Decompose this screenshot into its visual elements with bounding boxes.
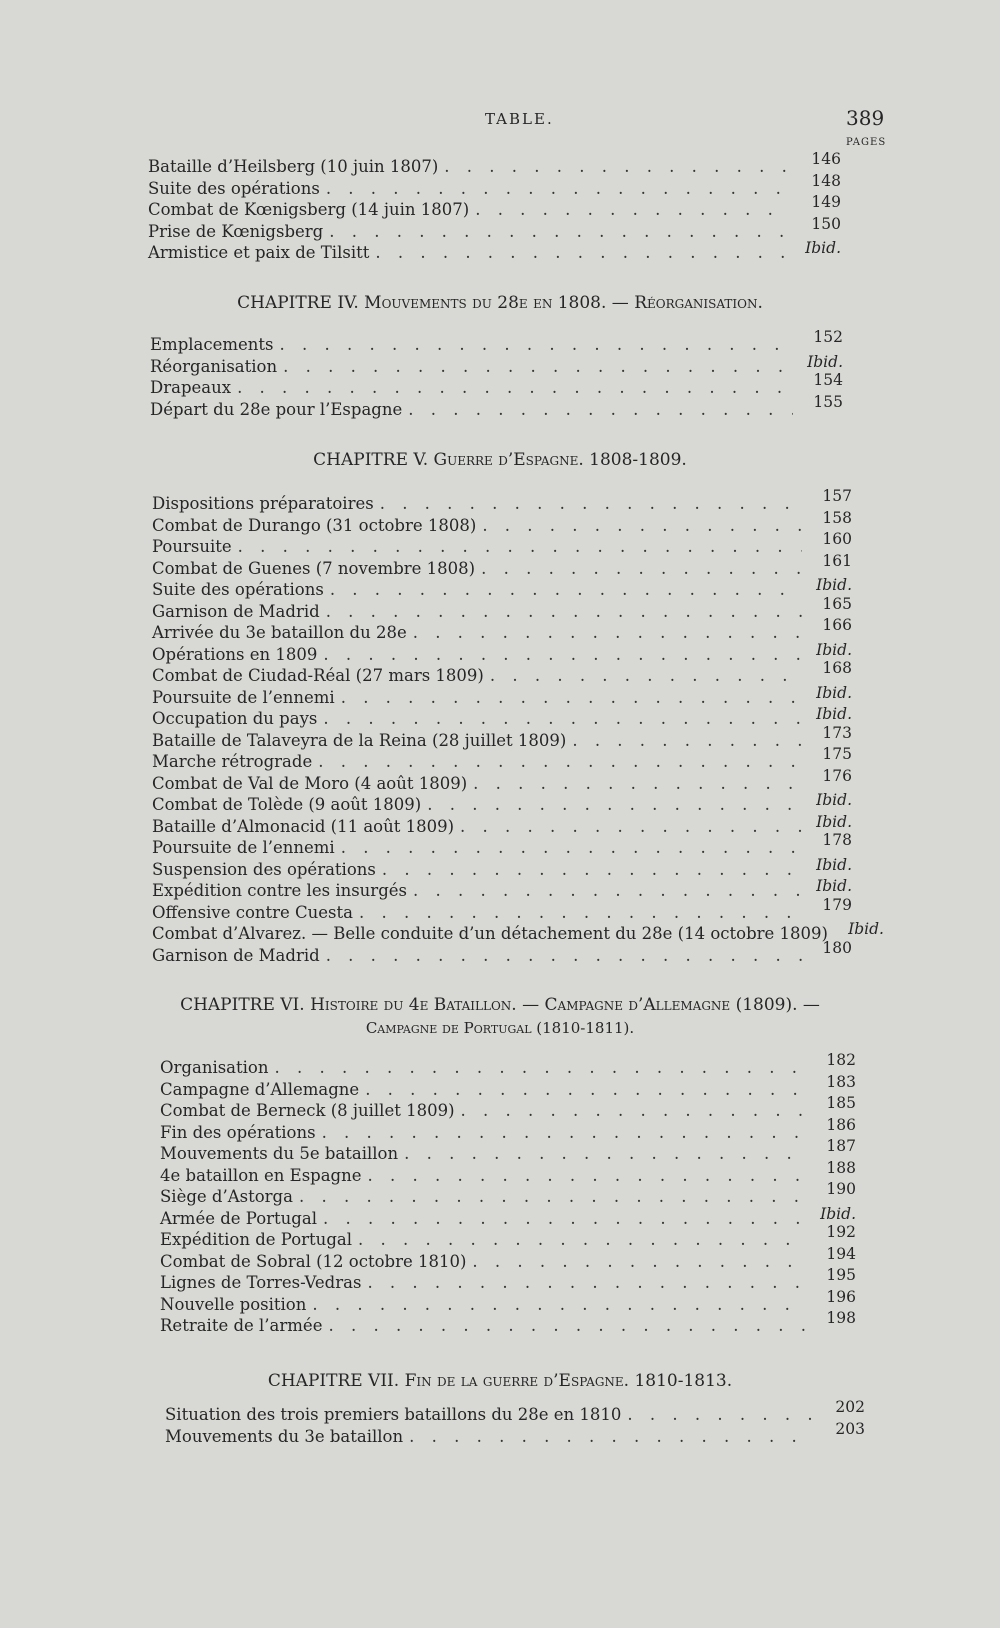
toc-entry [152, 659, 852, 688]
page-number: 389 [846, 106, 885, 130]
leader-dots [275, 1058, 807, 1077]
entry-label: Expédition de Portugal [160, 1230, 352, 1249]
entry-label: Combat de Guenes (7 novembre 1808) [152, 558, 476, 578]
leader-dots [328, 1316, 806, 1335]
chapter-title: Fin de la guerre d’Espagne. 1810-1813. [404, 1371, 733, 1391]
toc-section-1 [148, 150, 841, 265]
chapter-heading-4 [0, 293, 1000, 313]
entry-page: 148 [811, 171, 841, 190]
leader-dots [358, 1230, 806, 1249]
entry-label: Combat de Berneck (8 juillet 1809) [160, 1101, 455, 1120]
entry-page: 150 [811, 214, 841, 233]
toc-entry [160, 1094, 856, 1123]
leader-dots [341, 688, 802, 707]
leader-dots [323, 709, 802, 728]
entry-page: 155 [813, 392, 843, 411]
toc-entry [148, 171, 841, 201]
toc-entry [148, 239, 841, 265]
toc-entry [152, 640, 852, 667]
leader-dots [365, 1080, 806, 1099]
toc-entry [152, 877, 852, 903]
leader-dots [461, 1101, 806, 1120]
entry-page: Ibid. [816, 683, 852, 702]
entry-page: 190 [826, 1180, 856, 1198]
toc-entry [160, 1244, 856, 1274]
entry-page: Ibid. [816, 812, 852, 831]
entry-page: Ibid. [816, 705, 852, 723]
entry-label: Combat de Val de Moro (4 août 1809) [152, 773, 468, 793]
entry-label: Fin des opérations [160, 1122, 316, 1142]
entry-page: 195 [826, 1266, 856, 1284]
leader-dots [238, 537, 802, 556]
leader-dots [413, 623, 802, 642]
running-header [0, 106, 1000, 134]
entry-page: Ibid. [816, 576, 852, 594]
toc-entry [160, 1266, 856, 1295]
toc-entry [165, 1419, 865, 1449]
entry-label: Nouvelle position [160, 1294, 307, 1314]
entry-label: Mouvements du 3e bataillon [165, 1426, 404, 1446]
toc-entry [160, 1115, 856, 1145]
toc-entry [152, 723, 852, 753]
entry-page: 183 [826, 1072, 856, 1091]
entry-label: Campagne d’Allemagne [160, 1079, 360, 1099]
entry-label: Expédition contre les insurgés [152, 881, 407, 900]
toc-entry [150, 352, 843, 379]
entry-label: Lignes de Torres-Vedras [160, 1273, 362, 1292]
leader-dots [460, 817, 802, 836]
entry-page: 202 [835, 1398, 865, 1416]
entry-page: 188 [826, 1158, 856, 1177]
toc-entry [160, 1072, 856, 1102]
entry-label: Organisation [160, 1058, 269, 1077]
entry-label: Suite des opérations [148, 178, 320, 198]
toc-entry [152, 594, 852, 624]
entry-label: Combat d’Alvarez. — Belle conduite d’un détachement du 28e (14 octobre 1809) [152, 924, 828, 943]
entry-page: 175 [822, 745, 852, 763]
entry-label: Offensive contre Cuesta [152, 902, 353, 922]
leader-dots [367, 1273, 806, 1292]
toc-entry [160, 1287, 856, 1317]
entry-page: 203 [835, 1419, 865, 1438]
toc-entry [152, 812, 852, 839]
entry-label: Suite des opérations [152, 580, 324, 599]
chapter-heading-6-line-2 [0, 1019, 1000, 1037]
toc-entry [160, 1309, 856, 1338]
leader-dots [408, 400, 793, 419]
leader-dots [404, 1144, 806, 1163]
entry-page: 186 [826, 1115, 856, 1134]
entry-label: 4e bataillon en Espagne [160, 1165, 362, 1185]
toc-entry [160, 1204, 856, 1231]
toc-entry [152, 487, 852, 516]
entry-page: Ibid. [816, 877, 852, 895]
entry-page: 161 [822, 551, 852, 570]
entry-page: 194 [826, 1244, 856, 1263]
toc-entry [152, 705, 852, 731]
leader-dots [482, 516, 802, 535]
entry-page: 198 [826, 1309, 856, 1327]
chapter-heading-7 [0, 1371, 1000, 1391]
entry-label: Arrivée du 3e bataillon du 28e [152, 623, 407, 642]
leader-dots [326, 946, 802, 965]
entry-page: 157 [822, 487, 852, 505]
entry-label: Bataille d’Heilsberg (10 juin 1807) [148, 157, 439, 176]
toc-entry [152, 616, 852, 645]
entry-page: 158 [822, 508, 852, 527]
entry-page: 179 [822, 895, 852, 914]
entry-page: 178 [822, 831, 852, 849]
leader-dots [326, 602, 802, 621]
leader-dots [375, 243, 791, 262]
entry-page: 192 [826, 1223, 856, 1241]
leader-dots [312, 1295, 806, 1314]
entry-page: Ibid. [816, 855, 852, 874]
leader-dots [323, 645, 802, 664]
entry-label: Drapeaux [150, 378, 232, 397]
leader-dots [341, 838, 802, 857]
chapter-number: CHAPITRE VI. [180, 995, 305, 1015]
entry-label: Prise de Kœnigsberg [148, 221, 324, 241]
entry-page: 187 [826, 1137, 856, 1155]
toc-entry [152, 766, 852, 796]
leader-dots [283, 357, 793, 376]
toc-entry [152, 576, 852, 602]
entry-label: Poursuite de l’ennemi [152, 838, 335, 857]
entry-label: Combat de Sobral (12 octobre 1810) [160, 1251, 467, 1271]
entry-page: 152 [813, 328, 843, 346]
chapter-heading-6 [0, 995, 1000, 1015]
entry-page: 185 [826, 1094, 856, 1112]
leader-dots [323, 1209, 806, 1228]
pages-column-label: PAGES [846, 137, 887, 148]
entry-page: 149 [811, 193, 841, 211]
entry-label: Dispositions préparatoires [152, 494, 374, 513]
entry-page: 168 [822, 659, 852, 677]
leader-dots [359, 903, 802, 922]
leader-dots [490, 666, 802, 685]
entry-label: Siège d’Astorga [160, 1187, 293, 1206]
entry-page: 176 [822, 766, 852, 785]
entry-page: 180 [822, 938, 852, 957]
chapter-number: CHAPITRE VII. [267, 1371, 400, 1391]
entry-page: Ibid. [848, 920, 884, 938]
entry-label: Combat de Durango (31 octobre 1808) [152, 515, 477, 535]
toc-entry [152, 791, 852, 817]
chapter-number: CHAPITRE IV. [237, 293, 359, 313]
toc-entry [160, 1223, 856, 1252]
leader-dots [481, 559, 802, 578]
toc-entry [160, 1180, 856, 1209]
toc-entry [152, 530, 852, 559]
chapter-number: CHAPITRE V. [313, 450, 429, 470]
leader-dots [299, 1187, 806, 1206]
entry-page: 146 [811, 150, 841, 168]
chapter-title: Histoire du 4e Bataillon. — Campagne d’Allemagne (1809). — [310, 995, 820, 1015]
entry-page: 154 [813, 371, 843, 389]
entry-page: 165 [822, 594, 852, 613]
chapter-title-continued: Campagne de Portugal (1810-1811). [365, 1019, 635, 1037]
toc-entry [148, 193, 841, 222]
leader-dots [368, 1166, 806, 1185]
toc-entry [152, 895, 852, 925]
toc-entry [160, 1137, 856, 1166]
toc-entry [152, 938, 852, 968]
toc-entry [148, 214, 841, 244]
leader-dots [413, 881, 802, 900]
toc-entry [160, 1051, 856, 1080]
toc-entry [150, 392, 843, 422]
toc-entry [165, 1398, 865, 1427]
toc-section-2 [150, 328, 843, 421]
entry-label: Armée de Portugal [160, 1208, 317, 1228]
entry-label: Mouvements du 5e bataillon [160, 1144, 399, 1163]
toc-entry [152, 920, 884, 946]
toc-entry [150, 371, 843, 400]
entry-label: Garnison de Madrid [152, 945, 320, 965]
leader-dots [382, 860, 802, 879]
toc-entry [152, 855, 852, 882]
entry-label: Poursuite [152, 537, 232, 556]
toc-entry [152, 508, 852, 538]
chapter-title: Guerre d’Espagne. 1808-1809. [433, 450, 687, 470]
entry-label: Départ du 28e pour l’Espagne [150, 399, 403, 419]
entry-label: Suspension des opérations [152, 859, 376, 879]
running-title: TABLE. [485, 110, 554, 128]
entry-label: Combat de Ciudad-Réal (27 mars 1809) [152, 666, 484, 685]
chapter-title: Mouvements du 28e en 1808. — Réorganisation. [364, 293, 763, 313]
leader-dots [318, 752, 802, 771]
entry-label: Réorganisation [150, 356, 278, 376]
toc-entry [150, 328, 843, 357]
entry-page: 160 [822, 530, 852, 548]
leader-dots [427, 795, 802, 814]
entry-label: Opérations en 1809 [152, 644, 318, 664]
leader-dots [409, 1427, 815, 1446]
entry-page: Ibid. [807, 352, 843, 371]
entry-label: Retraite de l’armée [160, 1316, 323, 1335]
entry-label: Bataille d’Almonacid (11 août 1809) [152, 816, 455, 836]
leader-dots [572, 731, 802, 750]
entry-page: Ibid. [805, 239, 841, 257]
leader-dots [472, 1252, 806, 1271]
entry-label: Armistice et paix de Tilsitt [148, 243, 370, 262]
entry-label: Combat de Tolède (9 août 1809) [152, 795, 422, 814]
entry-page: 196 [826, 1287, 856, 1306]
leader-dots [322, 1123, 806, 1142]
toc-entry [152, 683, 852, 710]
entry-label: Garnison de Madrid [152, 601, 320, 621]
entry-page: Ibid. [820, 1204, 856, 1223]
toc-section-4 [160, 1051, 856, 1338]
toc-entry [152, 745, 852, 774]
entry-page: Ibid. [816, 791, 852, 809]
toc-section-5 [165, 1398, 865, 1448]
leader-dots [329, 222, 791, 241]
leader-dots [444, 157, 791, 176]
entry-label: Bataille de Talaveyra de la Reina (28 juillet 1809) [152, 730, 567, 750]
entry-page: 166 [822, 616, 852, 634]
entry-label: Combat de Kœnigsberg (14 juin 1807) [148, 200, 470, 219]
leader-dots [627, 1405, 815, 1424]
leader-dots [330, 580, 802, 599]
entry-label: Situation des trois premiers bataillons du 28e en 1810 [165, 1405, 622, 1424]
leader-dots [280, 335, 793, 354]
leader-dots [475, 200, 791, 219]
entry-label: Poursuite de l’ennemi [152, 687, 335, 707]
toc-entry [148, 150, 841, 179]
toc-section-3 [152, 487, 884, 967]
leader-dots [326, 179, 791, 198]
chapter-heading-5 [0, 450, 1000, 470]
entry-label: Marche rétrograde [152, 752, 313, 771]
leader-dots [473, 774, 802, 793]
leader-dots [237, 378, 793, 397]
entry-label: Emplacements [150, 335, 274, 354]
entry-page: Ibid. [816, 640, 852, 659]
toc-entry [152, 831, 852, 860]
entry-label: Occupation du pays [152, 709, 318, 728]
entry-page: 173 [822, 723, 852, 742]
toc-entry [160, 1158, 856, 1188]
leader-dots [380, 494, 802, 513]
entry-page: 182 [826, 1051, 856, 1069]
toc-entry [152, 551, 852, 581]
